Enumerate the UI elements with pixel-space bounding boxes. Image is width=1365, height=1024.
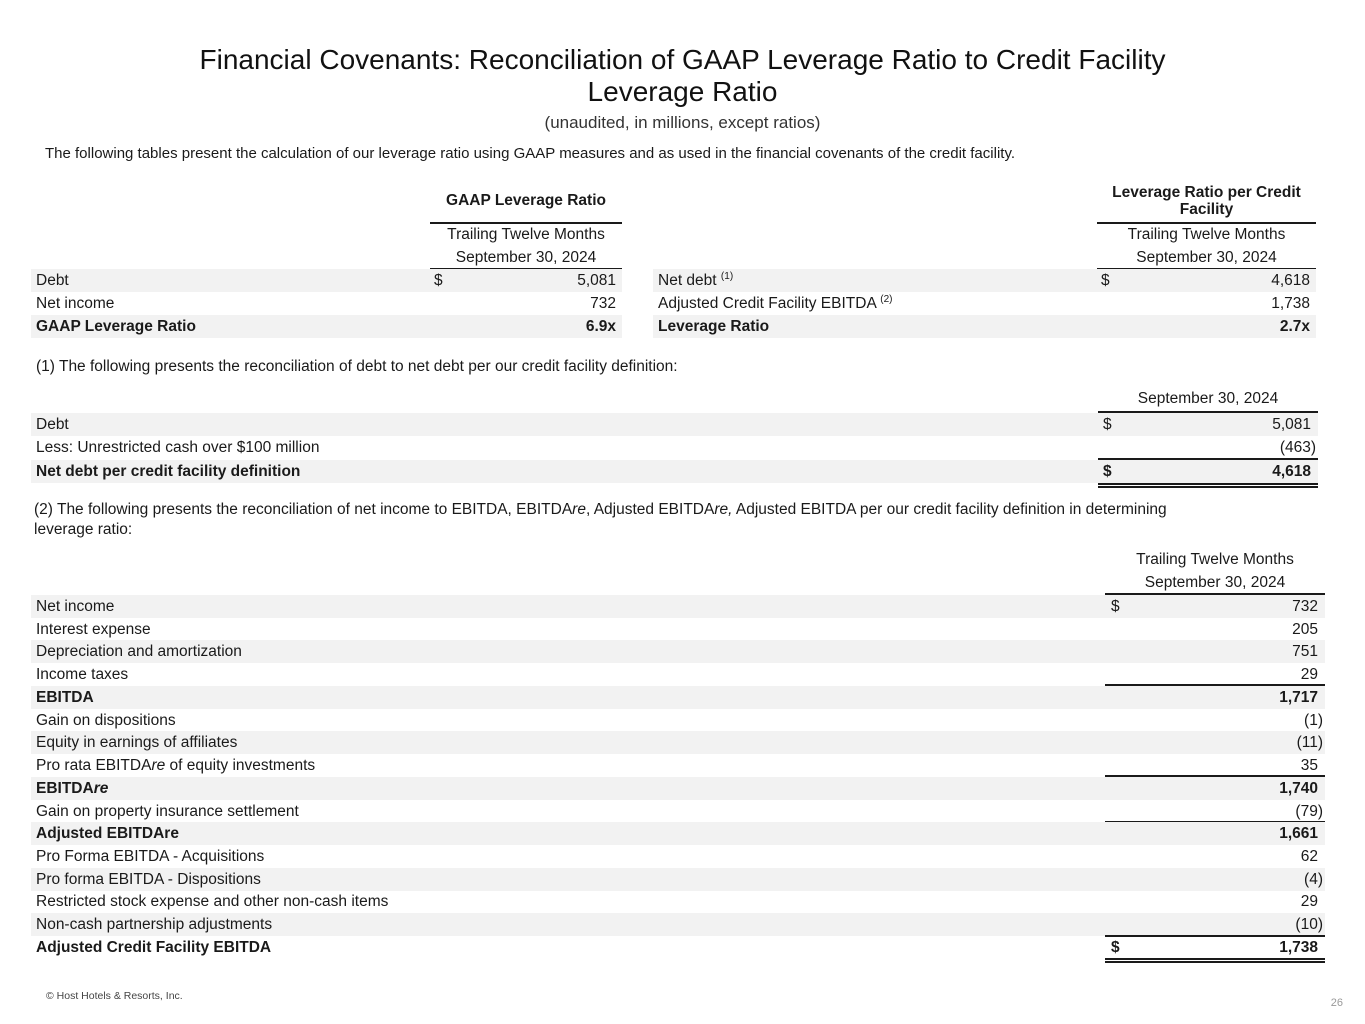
note1-row-currency: $	[1103, 463, 1112, 480]
note1-row-currency: $	[1103, 416, 1112, 433]
note2-period-line1: Trailing Twelve Months	[1136, 551, 1294, 568]
gaap-table-header: GAAP Leverage Ratio	[446, 192, 606, 209]
page-title-line2: Leverage Ratio	[587, 76, 778, 107]
credit-row-label-text: Adjusted Credit Facility EBITDA	[658, 295, 876, 312]
note1-row-value: 5,081	[1272, 416, 1311, 433]
note2-text-part: , Adjusted EBITDA	[585, 501, 715, 518]
note2-text-line2: leverage ratio:	[34, 521, 133, 538]
note2-row-label: EBITDA	[36, 689, 94, 706]
note2-row	[31, 731, 1325, 754]
gaap-row-label: Debt	[36, 272, 69, 289]
footnote-ref: (2)	[880, 293, 893, 305]
note2-row	[31, 618, 1325, 641]
note2-row	[31, 890, 1325, 913]
note2-row-value: 732	[1292, 598, 1318, 615]
note2-row-value: 29	[1300, 666, 1318, 683]
note2-text-part: Adjusted EBITDA per our credit facility definition in determining	[732, 501, 1167, 518]
note1-row-net-debt-total	[31, 460, 1318, 483]
note2-double-rule-top	[1105, 958, 1325, 960]
note2-row	[31, 845, 1325, 868]
note2-row	[31, 709, 1325, 732]
intro-text: The following tables present the calculation of our leverage ratio using GAAP measures and as used in the financial covenants of the credit facility.	[45, 145, 1015, 162]
credit-row-label	[658, 269, 733, 292]
note2-row-currency: $	[1111, 598, 1120, 615]
note2-row-label: Gain on dispositions	[36, 712, 176, 729]
note2-row-label: Non-cash partnership adjustments	[36, 916, 273, 933]
credit-row-value: 2.7x	[1279, 318, 1310, 335]
note2-row-label: Interest expense	[36, 621, 151, 638]
note2-row-label	[36, 777, 108, 800]
note2-row-label-part: Pro rata EBITDA	[36, 757, 152, 774]
gaap-row-label: GAAP Leverage Ratio	[36, 318, 196, 335]
note2-row	[31, 640, 1325, 663]
note2-row-label: Adjusted Credit Facility EBITDA	[36, 939, 272, 956]
note2-row	[31, 800, 1325, 823]
note1-row-value: 4,618	[1272, 463, 1311, 480]
note2-text-part: (2) The following presents the reconciliation of net income to EBITDA, EBITDA	[34, 501, 573, 518]
gaap-row-value: 5,081	[577, 272, 616, 289]
note2-row-label-italic: re	[151, 757, 166, 774]
note2-period-line2: September 30, 2024	[1144, 574, 1286, 591]
credit-row-value: 4,618	[1271, 272, 1310, 289]
note2-text	[34, 500, 1167, 540]
note1-row-unrestricted-cash	[31, 436, 1318, 459]
credit-row-label	[658, 292, 893, 315]
note2-row	[31, 663, 1325, 686]
page-number: 26	[1330, 997, 1343, 1009]
note1-row-label: Debt	[36, 416, 69, 433]
credit-row-value: 1,738	[1271, 295, 1310, 312]
note2-row-value: 1,717	[1279, 689, 1318, 706]
note2-row-value: (10)	[1295, 916, 1323, 933]
note2-row-label: Gain on property insurance settlement	[36, 803, 299, 820]
note2-row-label: Restricted stock expense and other non-cash items	[36, 893, 389, 910]
note2-row-value: 1,740	[1279, 780, 1318, 797]
credit-period-line1: Trailing Twelve Months	[1127, 226, 1286, 243]
credit-row-leverage-ratio	[653, 315, 1316, 338]
gaap-period-line2: September 30, 2024	[455, 249, 597, 266]
gaap-row-debt	[31, 269, 622, 292]
gaap-period-line1: Trailing Twelve Months	[447, 226, 605, 243]
note2-row-value: (11)	[1296, 734, 1323, 751]
note2-row-value: (79)	[1295, 803, 1323, 820]
note2-text-line1	[34, 500, 1167, 520]
note2-row-value: (1)	[1304, 712, 1323, 729]
note2-row-value: 62	[1300, 848, 1318, 865]
gaap-row-value: 6.9x	[585, 318, 616, 335]
note2-text-italic: re,	[714, 501, 733, 518]
note2-row	[31, 754, 1325, 777]
note1-period: September 30, 2024	[1137, 390, 1279, 407]
gaap-row-label: Net income	[36, 295, 115, 312]
copyright-footer: © Host Hotels & Resorts, Inc.	[46, 990, 183, 1002]
note1-double-rule-top	[1098, 483, 1318, 485]
note2-row-value: 1,738	[1279, 939, 1318, 956]
credit-row-label: Leverage Ratio	[658, 318, 770, 335]
note2-row-label-italic: re	[93, 780, 109, 797]
note1-row-value: (463)	[1279, 439, 1316, 456]
note1-double-rule-bottom	[1098, 486, 1318, 488]
footnote-ref: (1)	[720, 270, 734, 282]
note2-row	[31, 595, 1325, 618]
note1-row-debt	[31, 413, 1318, 436]
note2-row-label: Income taxes	[36, 666, 129, 683]
page-title-line1: Financial Covenants: Reconciliation of GAAP Leverage Ratio to Credit Facility	[199, 44, 1166, 75]
gaap-row-value: 732	[590, 295, 616, 312]
note2-row-value: 751	[1292, 643, 1318, 660]
note2-row-label: Adjusted EBITDAre	[36, 825, 179, 842]
note2-row-adjusted-credit-facility-ebitda	[31, 936, 1325, 959]
note2-row-currency: $	[1111, 939, 1120, 956]
note2-row-value: 35	[1300, 757, 1318, 774]
note2-row-label-part: of equity investments	[165, 757, 316, 774]
note2-row-ebitdare	[31, 777, 1325, 800]
note2-row-label: Equity in earnings of affiliates	[36, 734, 238, 751]
note2-row-value: (4)	[1304, 871, 1323, 888]
note2-row-value: 205	[1292, 621, 1318, 638]
note1-row-label: Less: Unrestricted cash over $100 million	[36, 439, 320, 456]
note1-row-label: Net debt per credit facility definition	[36, 463, 301, 480]
credit-table-header: Leverage Ratio per Credit Facility	[1112, 184, 1301, 218]
gaap-row-net-income	[31, 292, 622, 315]
note2-double-rule-bottom	[1105, 961, 1325, 963]
gaap-row-currency: $	[434, 272, 443, 289]
note2-row-value: 29	[1300, 893, 1318, 910]
credit-row-net-debt	[653, 269, 1316, 292]
note2-row	[31, 868, 1325, 891]
note2-row-label-part: EBITDA	[36, 780, 94, 797]
note2-row-adjusted-ebitdare	[31, 822, 1325, 845]
credit-row-label-text: Net debt	[658, 272, 717, 289]
note2-text-italic: re	[572, 501, 586, 518]
note2-row-value: 1,661	[1279, 825, 1318, 842]
credit-row-adjusted-ebitda	[653, 292, 1316, 315]
credit-period-line2: September 30, 2024	[1136, 249, 1277, 266]
credit-row-currency: $	[1101, 272, 1110, 289]
note1-text: (1) The following presents the reconciliation of debt to net debt per our credit facility definition:	[36, 358, 678, 375]
note2-row-label: Pro Forma EBITDA - Acquisitions	[36, 848, 265, 865]
page-subtitle: (unaudited, in millions, except ratios)	[544, 113, 821, 132]
note2-row-label	[36, 754, 315, 777]
page-title	[0, 44, 1365, 108]
note2-row	[31, 913, 1325, 936]
gaap-row-leverage-ratio	[31, 315, 622, 338]
note2-row-label: Net income	[36, 598, 115, 615]
note2-row-ebitda	[31, 686, 1325, 709]
note2-row-label: Pro forma EBITDA - Dispositions	[36, 871, 261, 888]
note2-row-label: Depreciation and amortization	[36, 643, 242, 660]
